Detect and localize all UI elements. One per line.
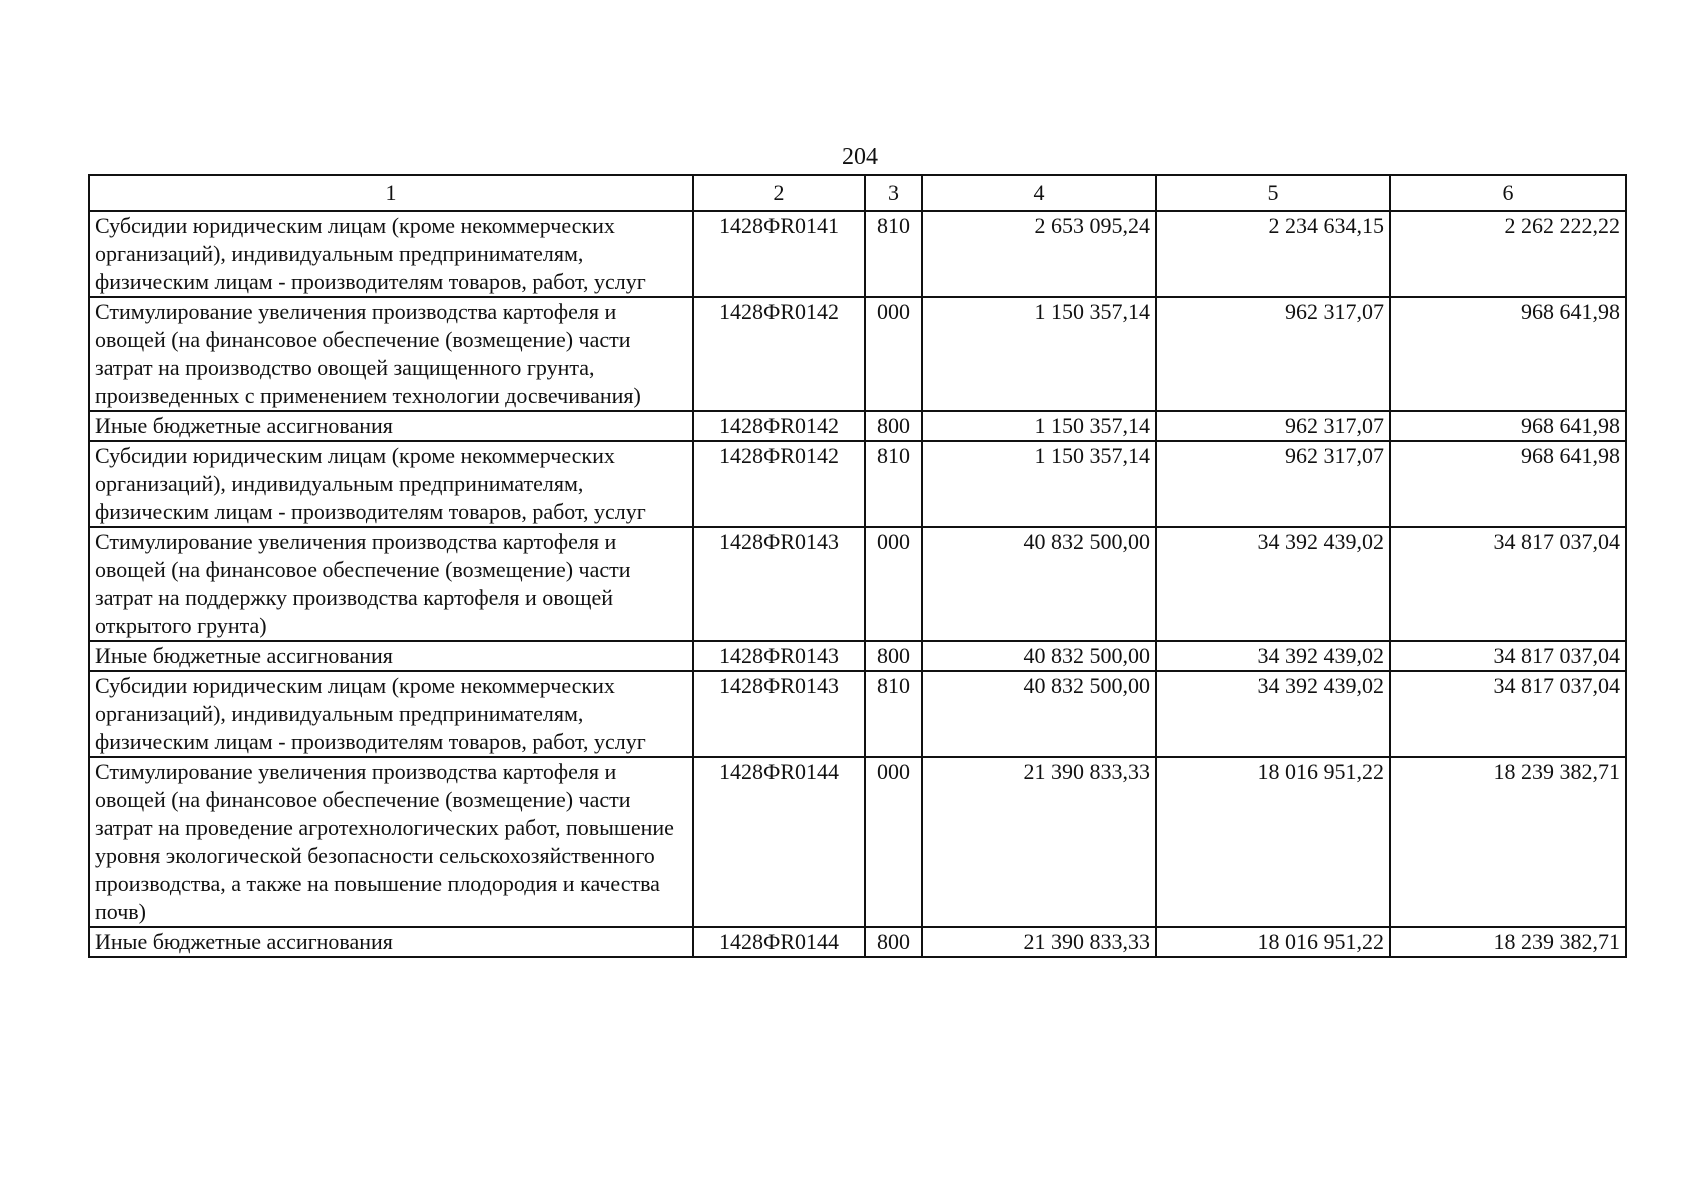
row-name: Иные бюджетные ассигнования xyxy=(89,927,693,957)
column-header: 2 xyxy=(693,175,865,211)
row-name: Иные бюджетные ассигнования xyxy=(89,411,693,441)
row-value-5: 34 392 439,02 xyxy=(1156,671,1390,757)
row-value-6: 2 262 222,22 xyxy=(1390,211,1626,297)
row-name: Стимулирование увеличения производства картофеля и овощей (на финансовое обеспечение (возмещение) части затрат на производство овощей защищенного грунта, произведенных с применением технологии досвечивания) xyxy=(89,297,693,411)
row-name: Стимулирование увеличения производства картофеля и овощей (на финансовое обеспечение (возмещение) части затрат на поддержку производства картофеля и овощей открытого грунта) xyxy=(89,527,693,641)
row-value-4: 40 832 500,00 xyxy=(922,671,1156,757)
table-row xyxy=(89,527,1626,641)
table-row xyxy=(89,927,1626,957)
row-value-4: 1 150 357,14 xyxy=(922,441,1156,527)
row-value-5: 34 392 439,02 xyxy=(1156,527,1390,641)
table-row xyxy=(89,757,1626,927)
row-value-4: 21 390 833,33 xyxy=(922,757,1156,927)
row-code: 1428ФR0142 xyxy=(693,441,865,527)
row-name: Стимулирование увеличения производства картофеля и овощей (на финансовое обеспечение (возмещение) части затрат на проведение агротехнологических работ, повышение уровня экологической безопасности сельскохозяйственного производства, а также на повышение плодородия и качества почв) xyxy=(89,757,693,927)
row-value-5: 962 317,07 xyxy=(1156,441,1390,527)
row-value-5: 18 016 951,22 xyxy=(1156,927,1390,957)
row-value-5: 2 234 634,15 xyxy=(1156,211,1390,297)
row-kvr: 800 xyxy=(865,641,922,671)
row-value-6: 968 641,98 xyxy=(1390,411,1626,441)
row-kvr: 000 xyxy=(865,757,922,927)
row-value-5: 962 317,07 xyxy=(1156,411,1390,441)
column-header: 6 xyxy=(1390,175,1626,211)
row-value-5: 962 317,07 xyxy=(1156,297,1390,411)
row-kvr: 800 xyxy=(865,411,922,441)
row-code: 1428ФR0143 xyxy=(693,641,865,671)
row-code: 1428ФR0142 xyxy=(693,297,865,411)
row-kvr: 810 xyxy=(865,211,922,297)
row-kvr: 000 xyxy=(865,297,922,411)
column-header: 4 xyxy=(922,175,1156,211)
row-kvr: 800 xyxy=(865,927,922,957)
row-value-6: 34 817 037,04 xyxy=(1390,671,1626,757)
row-code: 1428ФR0143 xyxy=(693,671,865,757)
budget-table xyxy=(88,174,1627,958)
row-value-4: 21 390 833,33 xyxy=(922,927,1156,957)
row-value-4: 40 832 500,00 xyxy=(922,641,1156,671)
row-kvr: 000 xyxy=(865,527,922,641)
table-header-row xyxy=(89,175,1626,211)
row-name: Иные бюджетные ассигнования xyxy=(89,641,693,671)
row-value-4: 40 832 500,00 xyxy=(922,527,1156,641)
row-value-6: 34 817 037,04 xyxy=(1390,527,1626,641)
row-value-4: 1 150 357,14 xyxy=(922,411,1156,441)
table-row xyxy=(89,441,1626,527)
column-header: 3 xyxy=(865,175,922,211)
row-value-4: 1 150 357,14 xyxy=(922,297,1156,411)
row-value-4: 2 653 095,24 xyxy=(922,211,1156,297)
row-name: Субсидии юридическим лицам (кроме некоммерческих организаций), индивидуальным предпринимателям, физическим лицам - производителям товаров, работ, услуг xyxy=(89,211,693,297)
row-value-6: 18 239 382,71 xyxy=(1390,757,1626,927)
row-kvr: 810 xyxy=(865,671,922,757)
row-value-6: 968 641,98 xyxy=(1390,441,1626,527)
row-value-5: 34 392 439,02 xyxy=(1156,641,1390,671)
table-row xyxy=(89,641,1626,671)
row-kvr: 810 xyxy=(865,441,922,527)
row-code: 1428ФR0141 xyxy=(693,211,865,297)
row-code: 1428ФR0144 xyxy=(693,927,865,957)
row-code: 1428ФR0144 xyxy=(693,757,865,927)
page-number: 204 xyxy=(842,144,878,170)
column-header: 1 xyxy=(89,175,693,211)
table-row xyxy=(89,411,1626,441)
table-row xyxy=(89,671,1626,757)
table-row xyxy=(89,211,1626,297)
row-code: 1428ФR0142 xyxy=(693,411,865,441)
row-value-6: 18 239 382,71 xyxy=(1390,927,1626,957)
column-header: 5 xyxy=(1156,175,1390,211)
row-value-5: 18 016 951,22 xyxy=(1156,757,1390,927)
row-value-6: 34 817 037,04 xyxy=(1390,641,1626,671)
row-code: 1428ФR0143 xyxy=(693,527,865,641)
table-row xyxy=(89,297,1626,411)
row-value-6: 968 641,98 xyxy=(1390,297,1626,411)
row-name: Субсидии юридическим лицам (кроме некоммерческих организаций), индивидуальным предпринимателям, физическим лицам - производителям товаров, работ, услуг xyxy=(89,441,693,527)
row-name: Субсидии юридическим лицам (кроме некоммерческих организаций), индивидуальным предпринимателям, физическим лицам - производителям товаров, работ, услуг xyxy=(89,671,693,757)
